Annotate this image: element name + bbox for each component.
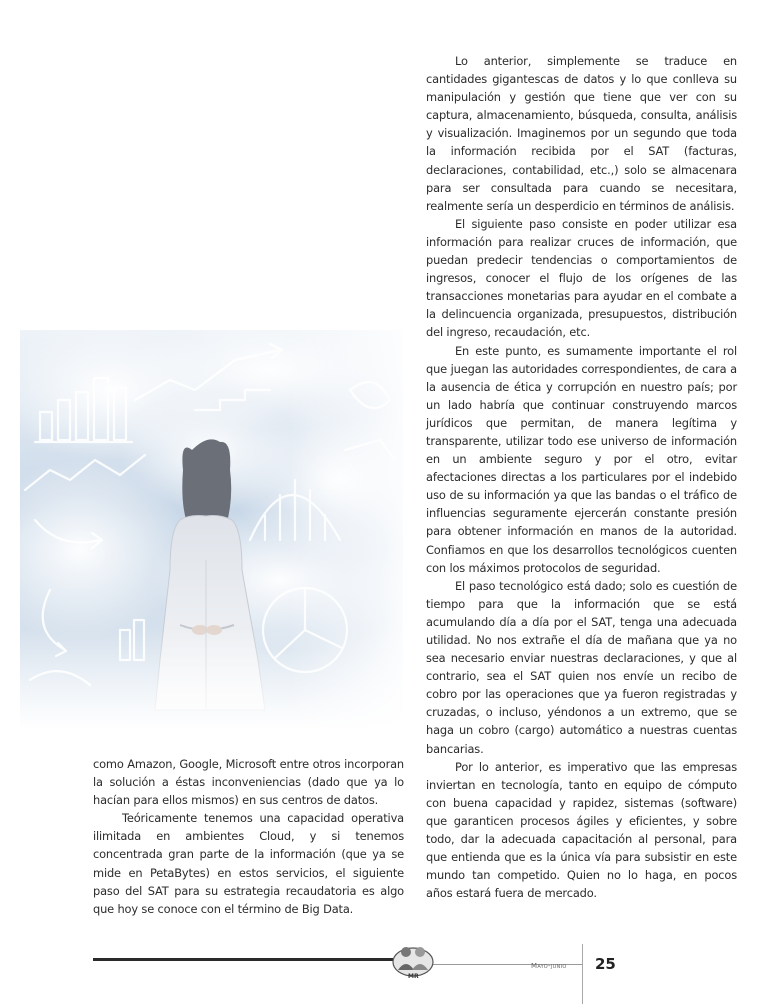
footer-rule xyxy=(93,958,393,961)
issue-date: Mayo-junio xyxy=(531,962,567,970)
paragraph: El paso tecnológico está dado; solo es cuestión de tiempo para que la información que se está acumulando día a día por el SAT, tenga una adecuada utilidad. No nos extrañe el día de mañana que ya no sea necesario enviar nuestras declaraciones, y que al contrario, sea el SAT quien nos envíe un recibo de cobro por las operaciones que ya fueron registradas y cruzadas, o incluso, yéndonos a un extremo, que se haga un cobro (cargo) automático a nuestras cuentas bancarias. xyxy=(426,578,737,756)
paragraph: El siguiente paso consiste en poder utilizar esa información para realizar cruces de información, que puedan predecir tendencias o comportamientos de ingresos, conocer el flujo de los orígenes de las transacciones monetarias para ayudar en el combate a la delincuencia organizada, presupuestos, distribución del ingreso, recaudación, etc. xyxy=(426,216,737,340)
article-right-column xyxy=(426,52,737,902)
paragraph: Por lo anterior, es imperativo que las empresas inviertan en tecnología, tanto en equipo de cómputo con buena capacidad y rapidez, sistemas (software) que garanticen procesos ágiles y eficientes, y sobre todo, dar la adecuada capacitación al personal, para que entienda que es la única vía para subsistir en este mundo tan competido. Quien no lo haga, en pocos años estará fuera de mercado. xyxy=(426,759,737,901)
paragraph: como Amazon, Google, Microsoft entre otros incorporan la solución a éstas inconveniencias (dado que ya lo hacían para ellos mismos) en sus centros de datos. xyxy=(93,757,404,808)
business-logo-icon xyxy=(388,940,438,980)
logo-text: MR xyxy=(408,973,419,980)
page-number: 25 xyxy=(595,955,616,973)
footer-divider xyxy=(582,944,583,1004)
paragraph: En este punto, es sumamente importante el rol que juegan las autoridades correspondientes, de cara a la ausencia de ética y corrupción en nuestro país; por un lado habría que continuar construyendo marcos jurídicos que permitan, de manera legítima y transparente, utilizar todo ese universo de información en un ambiente seguro y por el otro, evitar afectaciones directas a los particulares por el indebido uso de su información ya que las bandas o el tráfico de influencias seguramente ejercerán constante presión para obtener información en manos de la autoridad. Confiamos en que los desarrollos tecnológicos cuenten con los máximos protocolos de seguridad. xyxy=(426,343,737,575)
cloud-data-illustration xyxy=(20,330,403,730)
paragraph: Lo anterior, simplemente se traduce en cantidades gigantescas de datos y lo que conlleva su manipulación y gestión que tiene que ver con su captura, almacenamiento, búsqueda, consulta, análisis y visualización. Imaginemos por un segundo que toda la información recibida por el SAT (facturas, declaraciones, contabilidad, etc.,) solo se almacenara para ser consultada para cuando se necesitara, realmente sería un desperdicio en términos de análisis. xyxy=(426,54,737,213)
article-left-column xyxy=(93,755,404,918)
paragraph: Teóricamente tenemos una capacidad operativa ilimitada en ambientes Cloud, y si tenemos concentrada gran parte de la información (que ya se mide en PetaBytes) en estos servicios, el siguiente paso del SAT para su estrategia recaudatoria es algo que hoy se conoce con el término de Big Data. xyxy=(93,811,404,916)
